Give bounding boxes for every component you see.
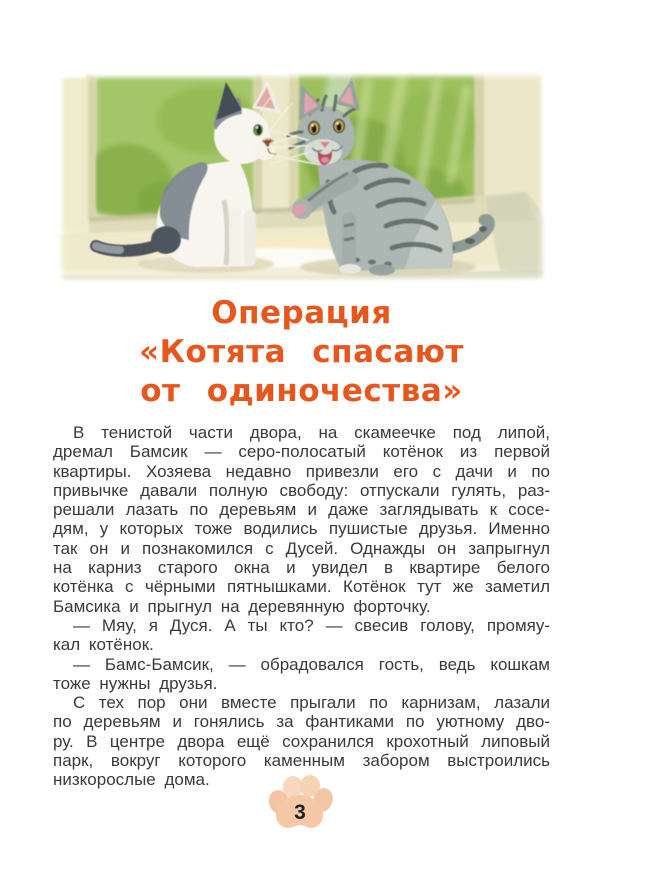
paw-page-marker	[265, 774, 335, 836]
story-line: ру. В центре двора ещё сохранился крохотный липовый	[53, 731, 550, 751]
kittens-illustration	[56, 70, 548, 285]
story-line: В тенистой части двора, на скамеечке под липой,	[73, 423, 550, 442]
story-line: кал котёнок.	[53, 635, 154, 655]
story-line: решали лазать по деревьям и даже заглядывать к сосе-	[53, 500, 550, 520]
story-line: дям, у которых тоже водились пушистые друзья. Именно	[53, 519, 550, 539]
story-paragraph	[53, 655, 550, 694]
paw-print-icon	[265, 774, 335, 836]
chapter-title-line: Операция	[211, 295, 392, 331]
story-line: парк, вокруг которого каменным забором выстроились	[53, 751, 550, 771]
story-line: на карниз старого окна и увидел в квартире белого	[53, 558, 550, 578]
story-line: тоже нужны друзья.	[53, 673, 218, 693]
chapter-title-line: от одиночества»	[140, 373, 463, 409]
story-line: — Бамс-Бамсик, — обрадовался гость, ведь кошкам	[73, 654, 550, 674]
story-paragraph	[53, 423, 550, 616]
story-line: квартиры. Хозяева недавно привезли его с дачи и по	[53, 461, 550, 481]
story-line: котёнка с чёрными пятнышками. Котёнок тут же заметил	[53, 577, 550, 597]
story-line: привычке давали полную свободу: отпускали гулять, раз-	[53, 480, 550, 500]
page-number: 3	[294, 801, 306, 824]
story-text	[53, 423, 550, 790]
story-line: — Мяу, я Дуся. А ты кто? — свесив голову, промяу-	[73, 615, 550, 635]
story-line: Бамсика и прыгнул на деревянную форточку.	[53, 596, 431, 616]
story-line: низкорослые дома.	[53, 770, 210, 790]
chapter-title-line: «Котята спасают	[139, 334, 464, 370]
story-line: С тех пор они вместе прыгали по карнизам, лазали	[73, 693, 550, 713]
story-paragraph	[53, 616, 550, 655]
kittens-illustration-svg	[56, 70, 548, 285]
story-line: по деревьям и гонялись за фантиками по уютному дво-	[53, 712, 550, 732]
story-line: так он и познакомился с Дусей. Однажды он запрыгнул	[53, 538, 550, 558]
story-line: дремал Бамсик — серо-полосатый котёнок из первой	[53, 442, 550, 462]
chapter-title	[53, 294, 550, 411]
